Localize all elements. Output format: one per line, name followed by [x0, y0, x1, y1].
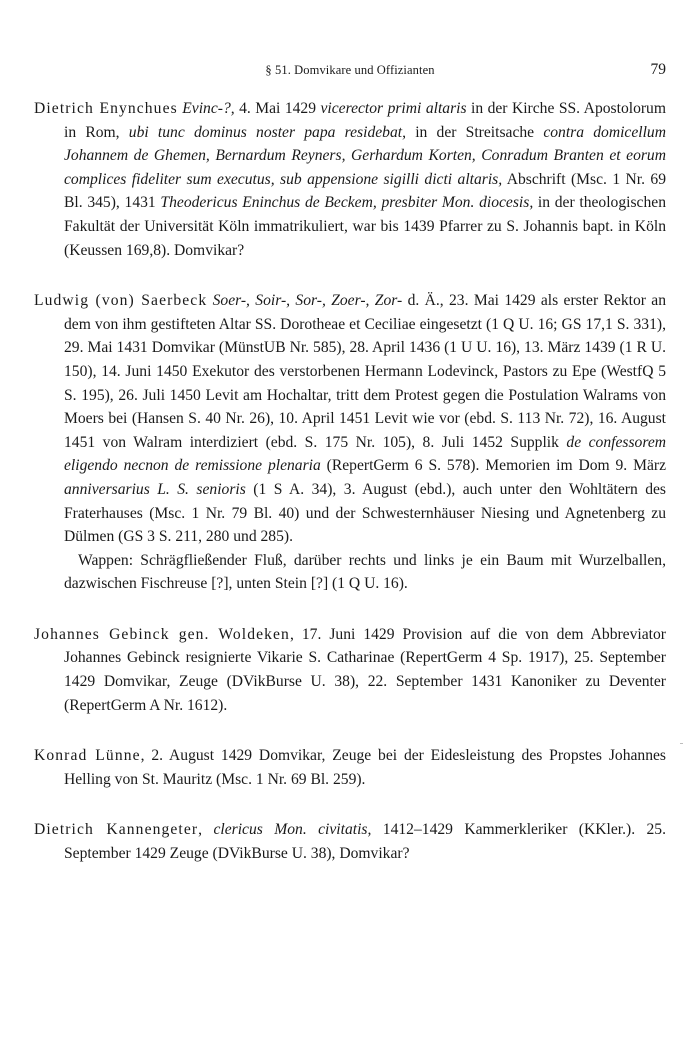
entry-name: Dietrich Kannengeter	[34, 821, 199, 839]
running-title: § 51. Domvikare und Offizianten	[265, 63, 435, 77]
text-run: ,	[198, 821, 214, 839]
page-number: 79	[650, 61, 666, 78]
italic-text: Soer-, Soir-, Sor-, Zoer-, Zor-	[212, 292, 403, 310]
text-run: Abschrift (Msc. 1 Nr. 69 Bl. 345), 1431	[64, 170, 666, 212]
text-run: in der Kirche SS. Apostolorum in Rom,	[64, 100, 666, 141]
text-run: in der Streitsache	[406, 123, 544, 141]
text-run: in der theologischen Fakultät der Universität Köln immatrikuliert, war bis 1439 Pfarrer zu S. Johannis bapt. in Köln (Keussen 169,8). Domvikar?	[64, 194, 666, 259]
entry-text	[64, 292, 666, 545]
entry-name: Johannes Gebinck gen. Woldeken	[34, 625, 290, 643]
text-run: 1412–1429 Kammerkleriker (KKler.). 25. September 1429 Zeuge (DVikBurse U. 38), Domvikar?	[64, 821, 666, 863]
text-run: (RepertGerm 6 S. 578). Memorien im Dom 9. März	[320, 457, 666, 475]
entry-ludwig-saerbeck	[34, 289, 666, 596]
italic-text: vicerector primi altaris	[320, 100, 467, 117]
entry-dietrich-enynchues	[34, 97, 666, 262]
text-run: , 17. Juni 1429 Provision auf die von dem Abbreviator Johannes Gebinck resignierte Vikarie S. Catharinae (RepertGerm 4 Sp. 1917), 25. September 1429 Domvikar, Zeuge (DVikBurse U. 38), 22. September 1431 Kanoniker zu Deventer (RepertGerm A Nr. 1612).	[64, 625, 666, 714]
italic-text: Evinc-?,	[182, 100, 235, 117]
italic-text: clericus Mon. civitatis,	[213, 821, 372, 839]
entry-konrad-luenne	[34, 744, 666, 791]
margin-mark	[680, 743, 683, 744]
entry-text	[64, 747, 666, 788]
italic-text: de confessorem eligendo necnon de remissione plenaria	[64, 433, 666, 475]
entry-dietrich-kannengeter	[34, 818, 666, 865]
text-run: d. Ä., 23. Mai 1429 als erster Rektor an dem von ihm gestifteten Altar SS. Dorotheae et Ceciliae eingesetzt (1 Q U. 16; GS 17,1 S. 331), 29. Mai 1431 Domvikar (MünstUB Nr. 585), 28. April 1436 (1 U U. 16), 13. März 1439 (1 R U. 150), 14. Juni 1450 Exekutor des verstorbenen Hermann Lodevinck, Pastors zu Epe (WestfQ 5 S. 195), 26. Juli 1450 Levit am Hochaltar, tritt dem Protest gegen die Postulation Walrams von Moers bei (Hansen S. 40 Nr. 26), 10. April 1451 Levit wie vor (ebd. S. 113 Nr. 72), 16. August 1451 von Walram interdiziert (ebd. S. 175 Nr. 105), 8. Juli 1452 Supplik	[64, 292, 667, 451]
text-run: (1 S A. 34), 3. August (ebd.), auch unter den Wohltätern des Fraterhauses (Msc. 1 Nr. 79 Bl. 40) und der Schwesternhäuser Niesing und Agnetenberg zu Dülmen (GS 3 S. 211, 280 und 285).	[64, 480, 666, 546]
entry-name: Dietrich Enynchues	[34, 100, 178, 117]
entry-johannes-gebinck	[34, 623, 666, 717]
coat-of-arms-note: Wappen: Schrägfließender Fluß, darüber rechts und links je ein Baum mit Wurzelballen, dazwischen Fischreuse [?], unten Stein [?] (1 Q U. 16).	[64, 551, 666, 593]
text-run: , 2. August 1429 Domvikar, Zeuge bei der Eidesleistung des Propstes Johannes Helling von St. Mauritz (Msc. 1 Nr. 69 Bl. 259).	[64, 747, 667, 788]
italic-text: ubi tunc dominus noster papa residebat,	[128, 123, 406, 141]
entry-name: Konrad Lünne	[34, 747, 141, 765]
entry-text	[64, 100, 666, 259]
entry-name: Ludwig (von) Saerbeck	[34, 292, 208, 310]
italic-text: Theodericus Eninchus de Beckem, presbiter Mon. diocesis,	[160, 194, 534, 212]
italic-text: contra domicellum Johannem de Ghemen, Bernardum Reyners, Gerhardum Korten, Conradum Branten et eorum complices fideliter sum executus, sub appensione sigilli dicti altaris,	[64, 123, 666, 188]
running-head	[34, 61, 666, 81]
text-run: 4. Mai 1429	[234, 100, 321, 117]
entry-list	[34, 97, 666, 893]
italic-text: anniversarius L. S. senioris	[64, 480, 246, 498]
